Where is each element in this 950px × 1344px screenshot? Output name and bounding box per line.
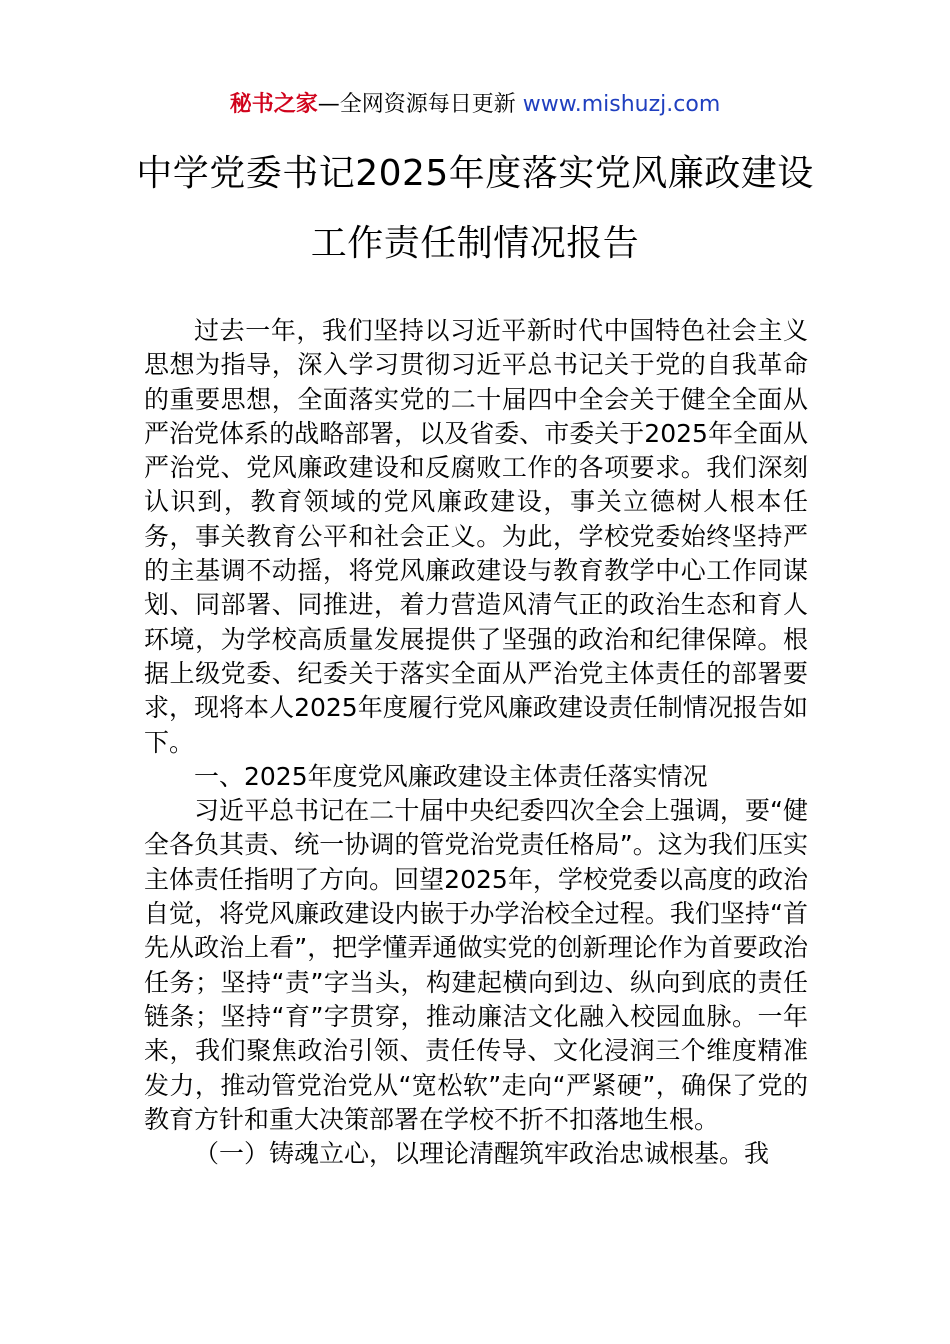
subsection-heading-1: （一）铸魂立心，以理论清醒筑牢政治忠诚根基。我	[194, 1139, 770, 1169]
section-heading-1: 一、2025年度党风廉政建设主体责任落实情况	[194, 761, 708, 791]
document-title-line-2: 工作责任制情况报告	[310, 223, 640, 264]
site-url-link[interactable]: www.mishuzj.com	[522, 92, 721, 117]
paragraph-section-1: 习近平总书记在二十届中央纪委四次全会上强调，要“健全各负其责、统一协调的管党治党责任格局”。这为我们压实主体责任指明了方向。回望2025年，学校党委以高度的政治自觉，将党风廉政建设内嵌于办学治校全过程。我们坚持“首先从政治上看”，把学懂弄通做实党的创新理论作为首要政治任务；坚持“责”字当头，构建起横向到边、纵向到底的责任链条；坚持“育”字贯穿，推动廉洁文化融入校园血脉。一年来，我们聚焦政治引领、责任传导、文化浸润三个维度精准发力，推动管党治党从“宽松软”走向“严紧硬”，确保了党的教育方针和重大决策部署在学校不折不扣落地生根。	[144, 796, 808, 1134]
document-title-line-1: 中学党委书记2025年度落实党风廉政建设	[136, 153, 814, 194]
site-tagline: —全网资源每日更新	[317, 92, 523, 117]
document-body	[144, 314, 808, 1171]
brand-name: 秘书之家	[229, 92, 318, 117]
paragraph-intro: 过去一年，我们坚持以习近平新时代中国特色社会主义思想为指导，深入学习贯彻习近平总书记关于党的自我革命的重要思想，全面落实党的二十届四中全会关于健全全面从严治党体系的战略部署，以及省委、市委关于2025年全面从严治党、党风廉政建设和反腐败工作的各项要求。我们深刻认识到，教育领域的党风廉政建设，事关立德树人根本任务，事关教育公平和社会正义。为此，学校党委始终坚持严的主基调不动摇，将党风廉政建设与教育教学中心工作同谋划、同部署、同推进，着力营造风清气正的政治生态和育人环境，为学校高质量发展提供了坚强的政治和纪律保障。根据上级党委、纪委关于落实全面从严治党主体责任的部署要求，现将本人2025年度履行党风廉政建设责任制情况报告如下。	[144, 316, 808, 757]
site-header	[0, 88, 950, 122]
